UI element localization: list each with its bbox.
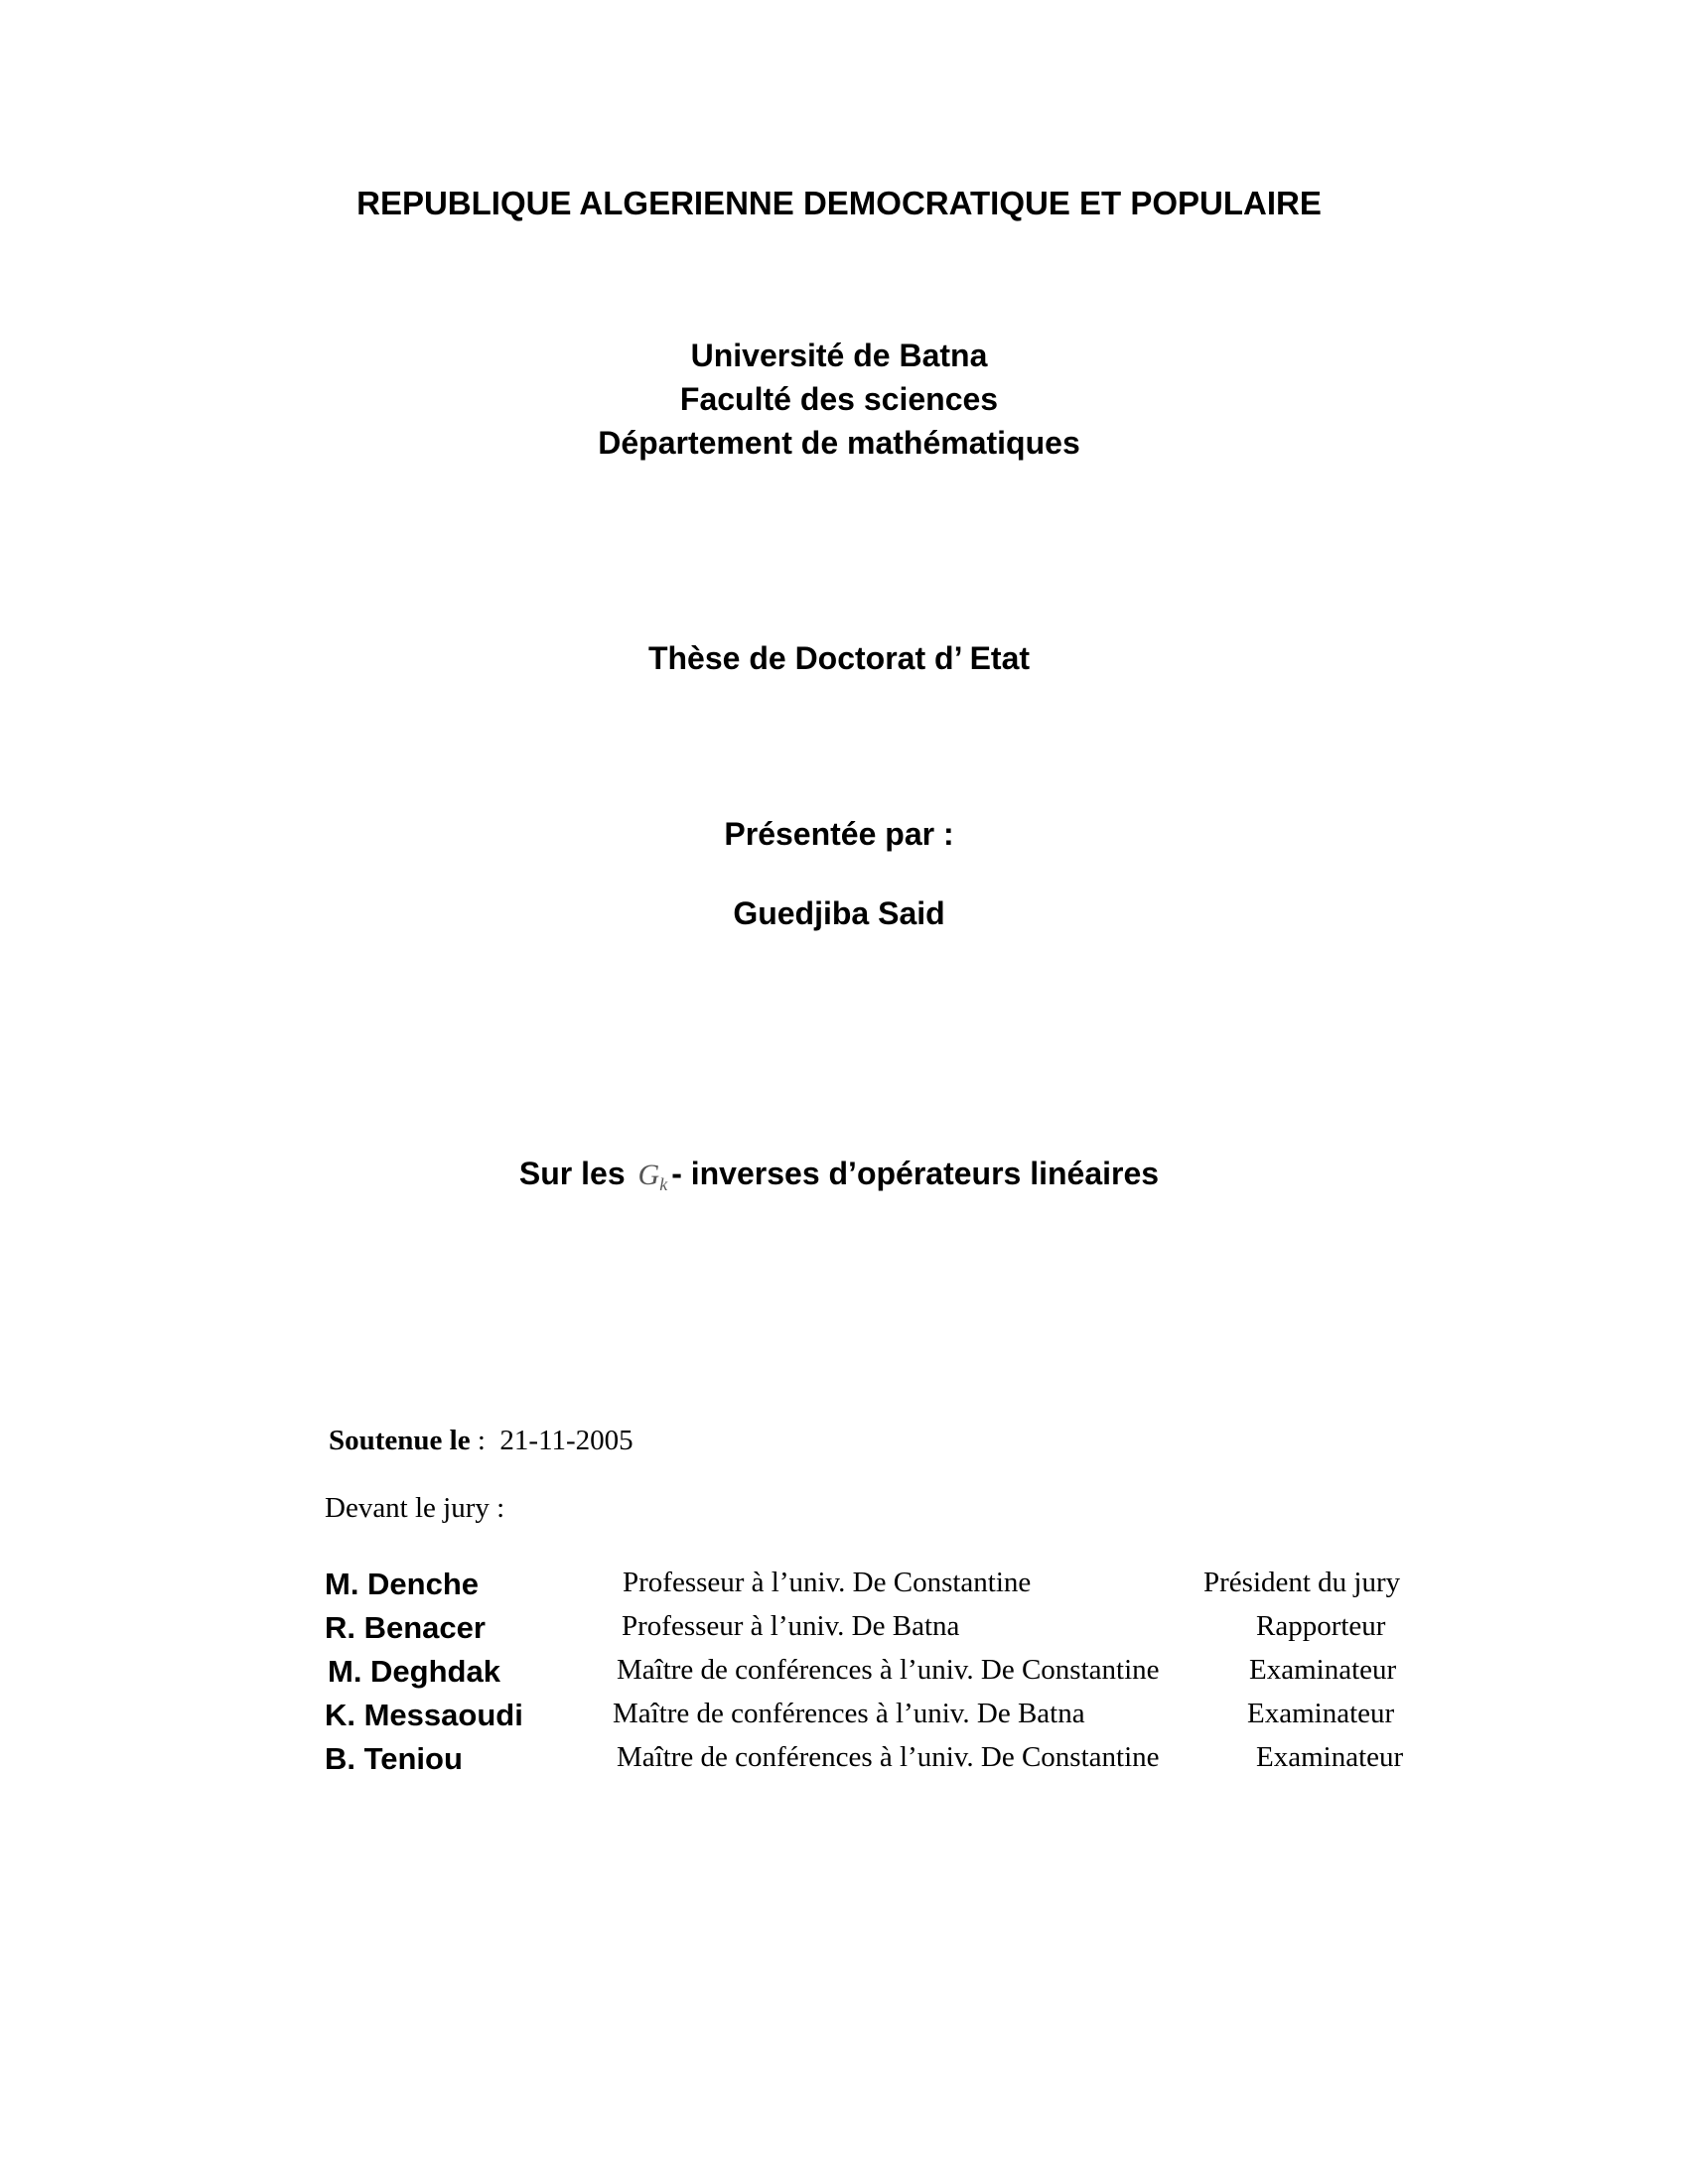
republic-heading: REPUBLIQUE ALGERIENNE DEMOCRATIQUE ET POPULAIRE	[356, 185, 1322, 221]
jury-member-role: Examinateur	[1249, 1654, 1397, 1686]
jury-member-role: Président du jury	[1203, 1567, 1401, 1598]
jury-member	[0, 1654, 1688, 1698]
jury-member-role: Rapporteur	[1256, 1610, 1386, 1642]
defense-date: 21-11-2005	[499, 1425, 633, 1456]
jury-member-role: Examinateur	[1256, 1741, 1404, 1773]
jury-member-name: K. Messaoudi	[325, 1698, 523, 1732]
presented-by-label: Présentée par :	[724, 816, 954, 852]
defense-label: Soutenue le	[329, 1425, 471, 1456]
title-symbol: $G_k$	[637, 1159, 668, 1194]
defense-date-line	[329, 1425, 633, 1457]
jury-list	[0, 1567, 1688, 1785]
jury-member-name: B. Teniou	[325, 1741, 463, 1776]
title-prefix: Sur les	[518, 1156, 626, 1191]
jury-member-affiliation: Maître de conférences à l’univ. De Constantine	[617, 1741, 1160, 1773]
jury-heading: Devant le jury :	[325, 1492, 505, 1524]
faculty-name: Faculté des sciences	[679, 381, 999, 417]
department-name: Département de mathématiques	[598, 425, 1080, 461]
jury-member-affiliation: Professeur à l’univ. De Batna	[622, 1610, 960, 1642]
jury-member	[0, 1567, 1688, 1610]
jury-member-affiliation: Maître de conférences à l’univ. De Batna	[613, 1698, 1085, 1729]
author-name: Guedjiba Said	[733, 895, 945, 931]
jury-member-name: M. Denche	[325, 1567, 480, 1601]
thesis-type: Thèse de Doctorat d’ Etat	[647, 640, 1031, 676]
university-name: Université de Batna	[690, 338, 988, 373]
jury-member	[0, 1610, 1688, 1654]
jury-member	[0, 1741, 1688, 1785]
jury-member-affiliation: Maître de conférences à l’univ. De Constantine	[617, 1654, 1160, 1686]
thesis-title	[0, 1156, 1678, 1195]
jury-member	[0, 1698, 1688, 1741]
defense-separator: :	[470, 1425, 500, 1456]
jury-member-affiliation: Professeur à l’univ. De Constantine	[623, 1567, 1032, 1598]
title-suffix: - inverses d’opérateurs linéaires	[671, 1156, 1160, 1191]
institution-block	[0, 334, 1678, 465]
jury-member-name: M. Deghdak	[328, 1654, 500, 1689]
jury-member-role: Examinateur	[1247, 1698, 1395, 1729]
jury-member-name: R. Benacer	[325, 1610, 486, 1645]
